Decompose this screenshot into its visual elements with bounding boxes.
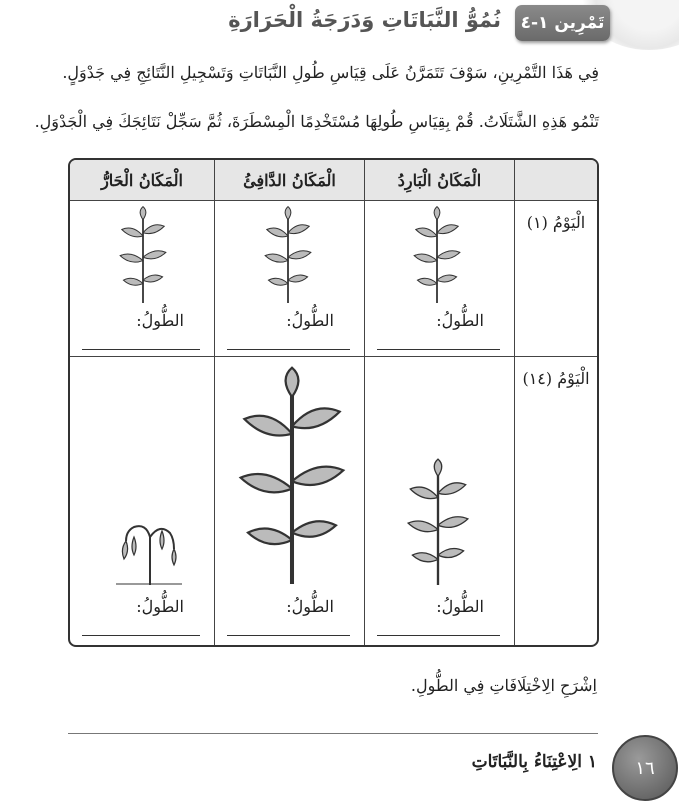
table-row [70, 201, 597, 357]
cell-hot-day1 [70, 201, 214, 357]
answer-line[interactable] [377, 349, 500, 350]
answer-line[interactable] [82, 635, 200, 636]
header-cold: الْمَكَانُ الْبَارِدُ [364, 160, 514, 201]
cell-cold-day14 [364, 357, 514, 645]
seedling-icon [116, 205, 170, 303]
plant-tall-icon [237, 363, 347, 585]
header-hot: الْمَكَانُ الْحَارُّ [70, 160, 214, 201]
intro-line-1: فِي هَذَا التَّمْرِينِ، سَوْفَ تَتَمَرَّنُ عَلَى قِيَاسِ طُولِ النَّبَاتَاتِ وَتَسْجِيلِ النَّتَائِجِ فِي جَدْوَلٍ. [62, 63, 599, 82]
cell-hot-day14 [70, 357, 214, 645]
cell-warm-day1 [214, 201, 364, 357]
intro-line-2: تَنْمُو هَذِهِ الشَّتَلَاتُ. قُمْ بِقِيَاسِ طُولِهَا مُسْتَخْدِمًا الْمِسْطَرَةَ، ثُمَّ سَجِّلْ نَتَائِجَكَ فِي الْجَدْوَلِ. [34, 112, 599, 131]
length-label: الطُّولُ: [436, 597, 484, 616]
length-label: الطُّولُ: [436, 311, 484, 330]
table-row [70, 357, 597, 645]
wilted-plant-icon [106, 515, 186, 585]
row-label-day1: الْيَوْمُ (١) [514, 201, 597, 357]
footer-divider [68, 733, 598, 734]
answer-line[interactable] [82, 349, 200, 350]
chapter-title: ١ الِاعْتِنَاءُ بِالنَّبَاتَاتِ [471, 752, 597, 772]
table-header-row [70, 160, 597, 201]
length-label: الطُّولُ: [286, 311, 334, 330]
page-number: ١٦ [612, 735, 678, 801]
length-label: الطُّولُ: [136, 597, 184, 616]
page-title: نُمُوُّ النَّبَاتَاتِ وَدَرَجَةُ الْحَرَارَةِ [228, 8, 501, 32]
question-text: اِشْرَحِ الِاخْتِلَافَاتِ فِي الطُّولِ. [410, 676, 597, 695]
seedling-icon [261, 205, 315, 303]
header-warm: الْمَكَانُ الدَّافِئُ [214, 160, 364, 201]
answer-line[interactable] [227, 635, 350, 636]
answer-line[interactable] [377, 635, 500, 636]
header-empty [514, 160, 597, 201]
cell-warm-day14 [214, 357, 364, 645]
exercise-badge: تَمْرِين ١-٤ [515, 5, 610, 41]
answer-line[interactable] [227, 349, 350, 350]
length-label: الطُّولُ: [136, 311, 184, 330]
results-table [68, 158, 599, 647]
cell-cold-day1 [364, 201, 514, 357]
plant-medium-icon [405, 457, 471, 585]
length-label: الطُّولُ: [286, 597, 334, 616]
seedling-icon [410, 205, 464, 303]
row-label-day14: الْيَوْمُ (١٤) [514, 357, 597, 645]
